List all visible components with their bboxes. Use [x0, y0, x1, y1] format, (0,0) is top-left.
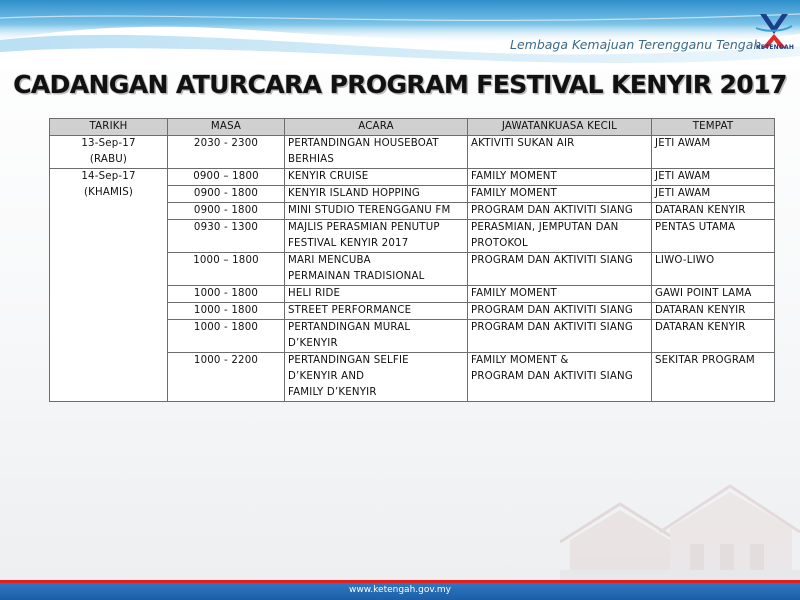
- committee-cell: FAMILY MOMENT & PROGRAM DAN AKTIVITI SIANG: [468, 353, 652, 402]
- footer-url: www.ketengah.gov.my: [349, 585, 451, 595]
- venue-cell: DATARAN KENYIR: [652, 320, 775, 353]
- event-cell: KENYIR CRUISE: [285, 169, 468, 186]
- committee-cell: PROGRAM DAN AKTIVITI SIANG: [468, 253, 652, 286]
- day-value: (RABU): [89, 154, 128, 165]
- page-title: CADANGAN ATURCARA PROGRAM FESTIVAL KENYIR 2017: [13, 70, 787, 99]
- time-cell: 0900 - 1800: [168, 203, 285, 220]
- table-row: [50, 136, 775, 169]
- table-header-row: [50, 119, 775, 136]
- committee-cell: FAMILY MOMENT: [468, 169, 652, 186]
- venue-cell: JETI AWAM: [652, 186, 775, 203]
- column-header-masa: MASA: [168, 119, 285, 136]
- table-row: [50, 169, 775, 186]
- column-header-jawatankuasa: JAWATANKUASA KECIL: [468, 119, 652, 136]
- event-cell: MARI MENCUBA PERMAINAN TRADISIONAL: [285, 253, 468, 286]
- date-value: 14-Sep-17: [81, 171, 136, 182]
- time-cell: 1000 – 1800: [168, 253, 285, 286]
- venue-cell: JETI AWAM: [652, 169, 775, 186]
- time-cell: 1000 - 2200: [168, 353, 285, 402]
- venue-cell: JETI AWAM: [652, 136, 775, 169]
- date-cell: [50, 136, 168, 169]
- venue-cell: DATARAN KENYIR: [652, 203, 775, 220]
- committee-cell: FAMILY MOMENT: [468, 286, 652, 303]
- header-swoosh-band: [0, 0, 800, 70]
- day-value: (KHAMIS): [83, 187, 134, 198]
- venue-cell: LIWO-LIWO: [652, 253, 775, 286]
- date-value: 13-Sep-17: [81, 138, 136, 149]
- event-cell: STREET PERFORMANCE: [285, 303, 468, 320]
- time-cell: 0930 - 1300: [168, 220, 285, 253]
- venue-cell: SEKITAR PROGRAM: [652, 353, 775, 402]
- committee-cell: PERASMIAN, JEMPUTAN DAN PROTOKOL: [468, 220, 652, 253]
- event-cell: PERTANDINGAN SELFIE D’KENYIR AND FAMILY D’KENYIR: [285, 353, 468, 402]
- event-cell: PERTANDINGAN MURAL D’KENYIR: [285, 320, 468, 353]
- time-cell: 0900 - 1800: [168, 186, 285, 203]
- column-header-tarikh: TARIKH: [50, 119, 168, 136]
- committee-cell: PROGRAM DAN AKTIVITI SIANG: [468, 320, 652, 353]
- committee-cell: FAMILY MOMENT: [468, 186, 652, 203]
- column-header-tempat: TEMPAT: [652, 119, 775, 136]
- venue-cell: GAWI POINT LAMA: [652, 286, 775, 303]
- logo-wordmark: KETENGAH: [755, 44, 795, 51]
- time-cell: 2030 - 2300: [168, 136, 285, 169]
- time-cell: 1000 - 1800: [168, 320, 285, 353]
- committee-cell: PROGRAM DAN AKTIVITI SIANG: [468, 303, 652, 320]
- event-cell: HELI RIDE: [285, 286, 468, 303]
- date-cell: [50, 169, 168, 402]
- schedule-table: [49, 118, 775, 402]
- column-header-acara: ACARA: [285, 119, 468, 136]
- event-cell: MINI STUDIO TERENGGANU FM: [285, 203, 468, 220]
- event-cell: MAJLIS PERASMIAN PENUTUP FESTIVAL KENYIR 2017: [285, 220, 468, 253]
- event-cell: KENYIR ISLAND HOPPING: [285, 186, 468, 203]
- venue-cell: DATARAN KENYIR: [652, 303, 775, 320]
- venue-cell: PENTAS UTAMA: [652, 220, 775, 253]
- organization-name: Lembaga Kemajuan Terengganu Tengah: [510, 37, 762, 52]
- time-cell: 1000 - 1800: [168, 303, 285, 320]
- event-cell: PERTANDINGAN HOUSEBOAT BERHIAS: [285, 136, 468, 169]
- committee-cell: PROGRAM DAN AKTIVITI SIANG: [468, 203, 652, 220]
- committee-cell: AKTIVITI SUKAN AIR: [468, 136, 652, 169]
- traditional-building-watermark: [560, 470, 800, 580]
- time-cell: 1000 - 1800: [168, 286, 285, 303]
- time-cell: 0900 – 1800: [168, 169, 285, 186]
